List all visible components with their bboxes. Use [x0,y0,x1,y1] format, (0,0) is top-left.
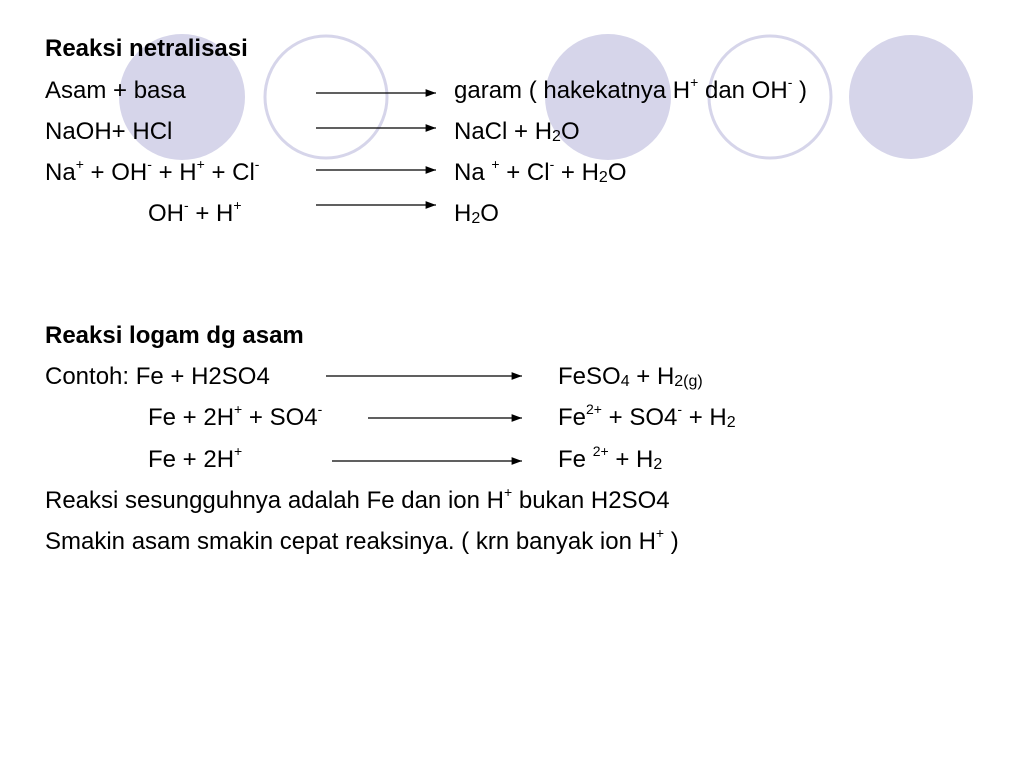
reaction-lhs: OH- + H+ [148,197,242,227]
reaction-rhs: $H_2O$ [454,200,499,227]
reaction-lhs: Na+ + OH- + H+ + Cl- [45,156,260,186]
explanation-note: Smakin asam smakin cepat reaksinya. ( krn banyak ion H+ ) [45,525,679,555]
reaction-rhs: Na $^+ + Cl^- + H_2O$ [454,156,627,186]
reaction-rhs: $Fe^{2+} + SO4^- + H_2$ [558,401,736,431]
reaction-rhs: NaCl + $H_2O$ [454,118,580,145]
reaction-rhs: garam ( hakekatnya H+ dan OH- ) [454,74,808,104]
reaction-lhs: Contoh: Fe + H2SO4 [45,363,270,390]
reaction-lhs: Asam + basa [45,77,186,104]
reaction-rhs: Fe $^{2+} + H_2$ [558,443,663,473]
reaction-lhs: NaOH+ HCl [45,118,173,145]
reaction-lhs: Fe + 2H+ + SO4- [148,401,323,431]
section-heading-neutralization: Reaksi netralisasi [45,35,248,62]
reaction-rhs: FeSO$_4$ + $H_{2(g)}$ [558,363,703,390]
reaction-lhs: Fe + 2H+ [148,443,243,473]
section-heading-metal-acid: Reaksi logam dg asam [45,322,304,349]
explanation-note: Reaksi sesungguhnya adalah Fe dan ion H+ bukan H2SO4 [45,484,670,514]
